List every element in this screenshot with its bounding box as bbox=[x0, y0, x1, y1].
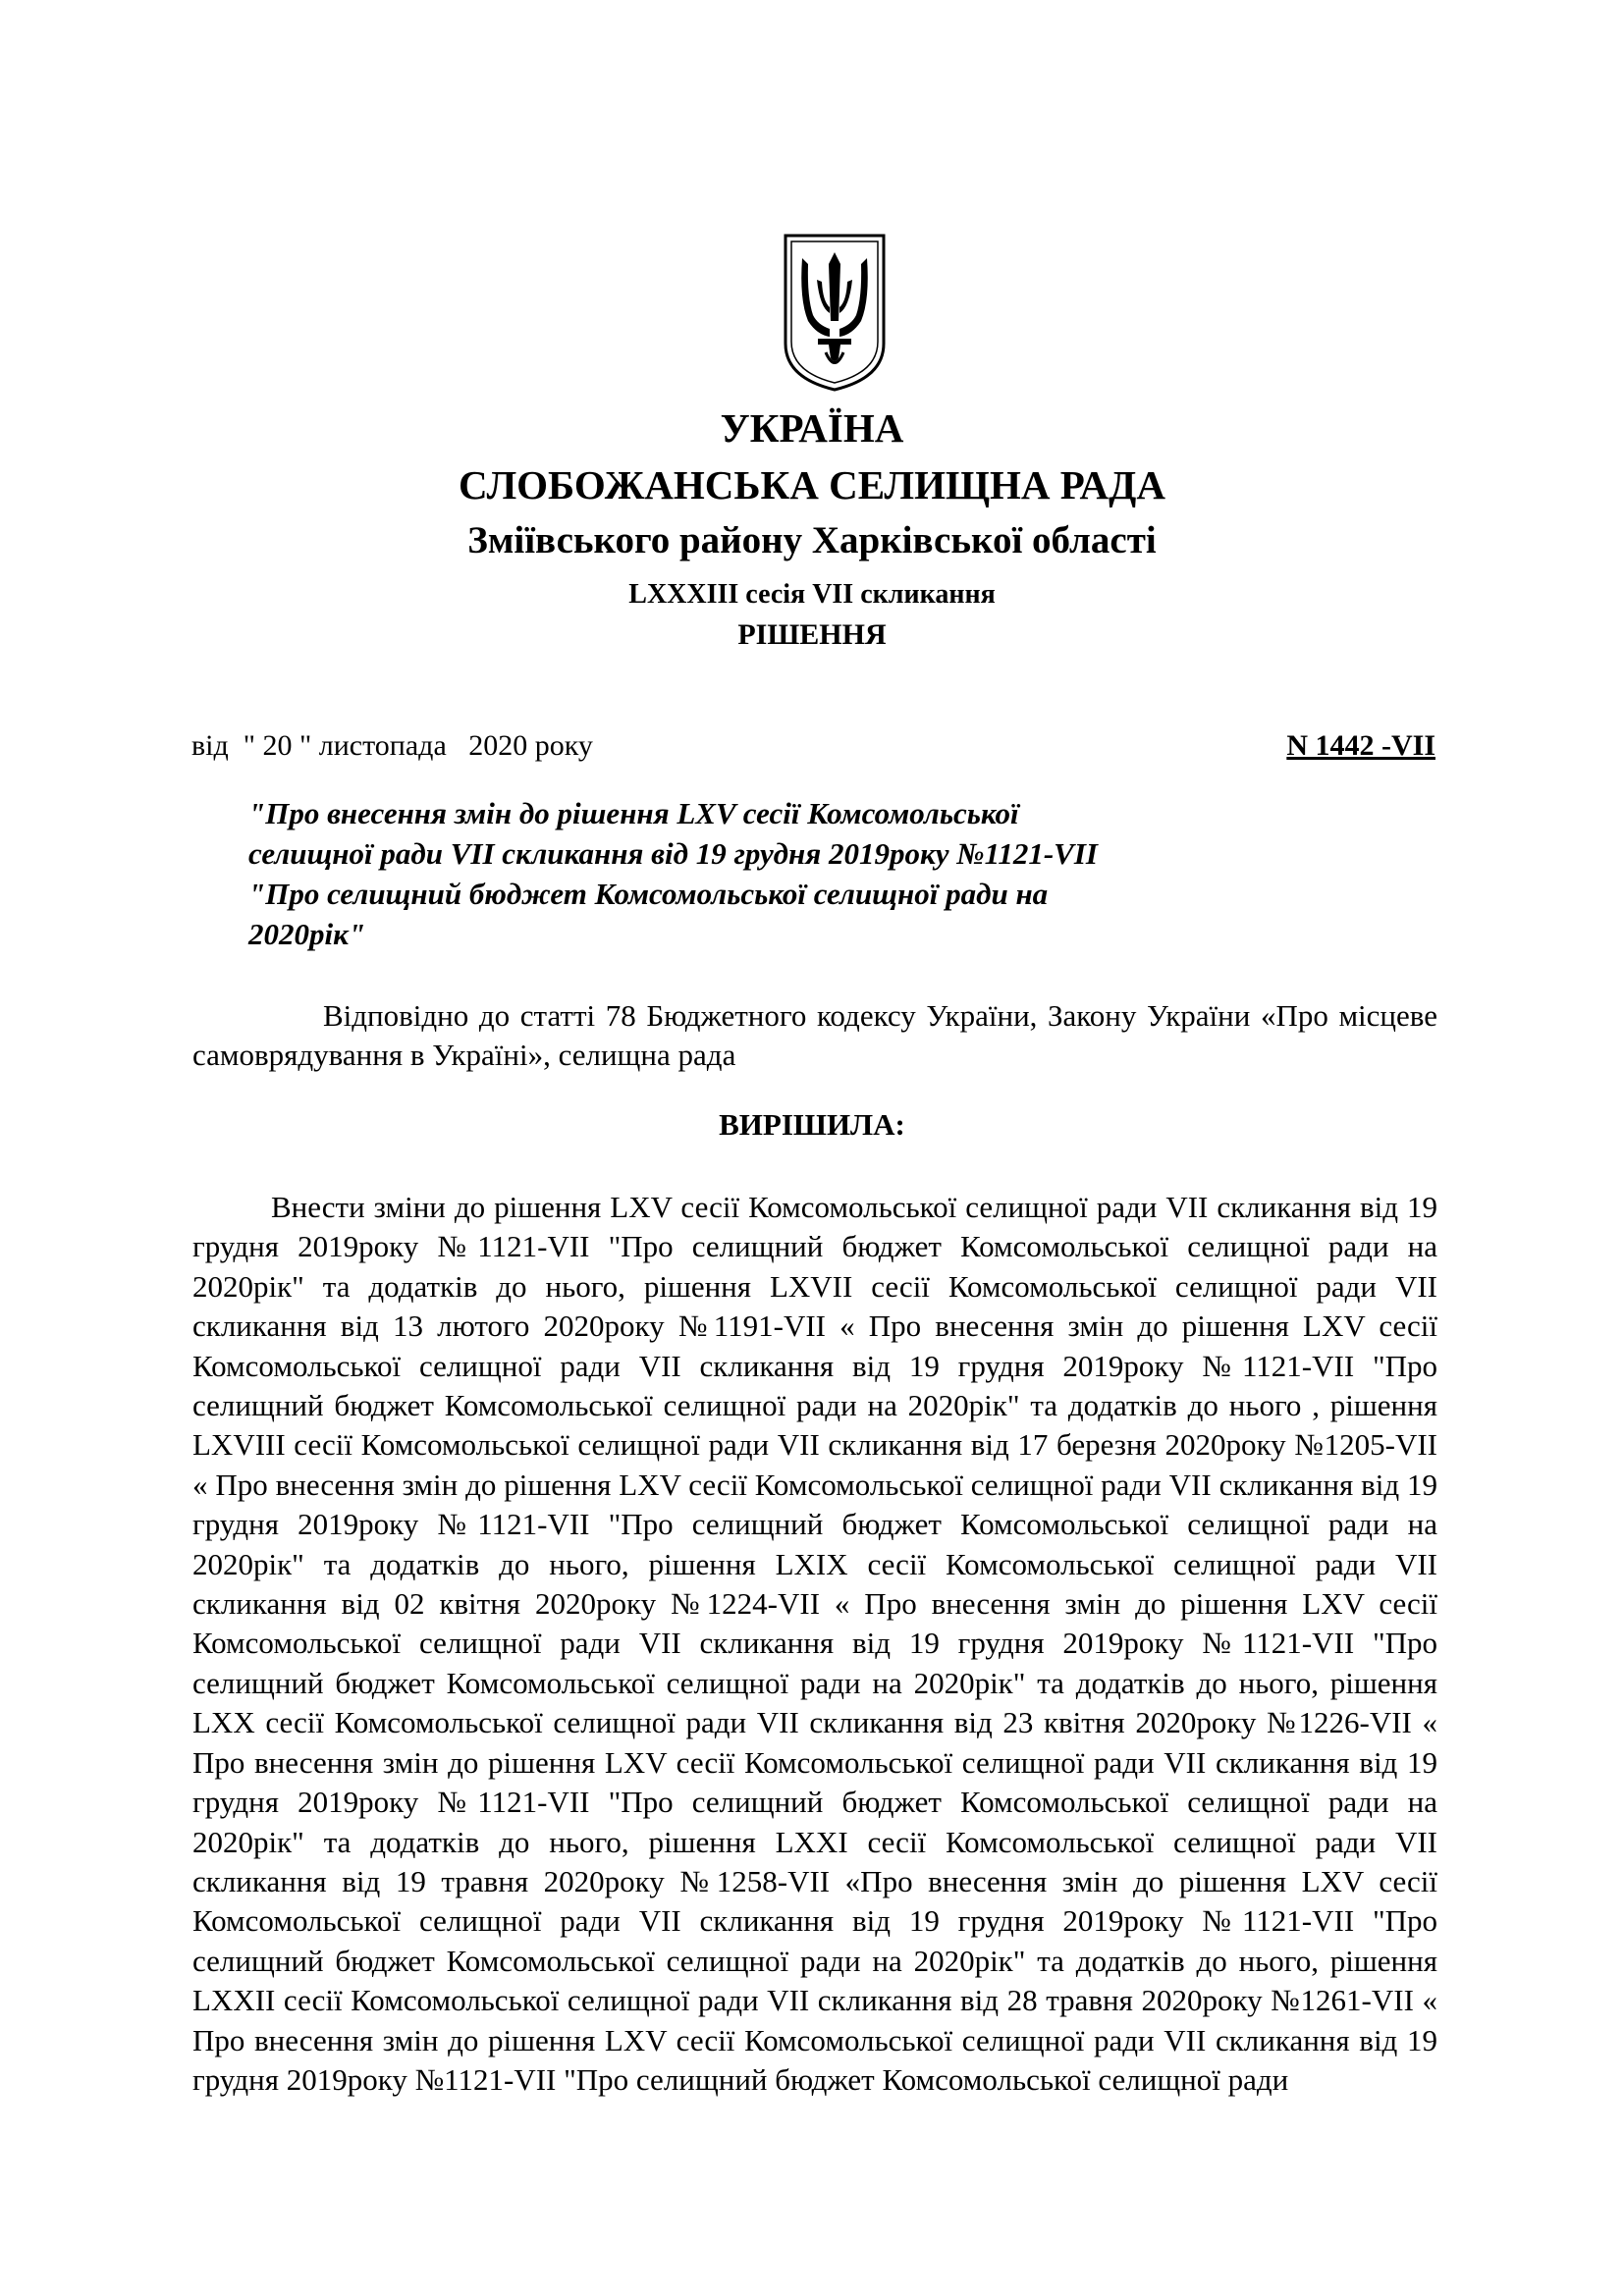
district-title: Зміївського району Харківської області bbox=[467, 519, 1157, 561]
decision-number: N 1442 -VII bbox=[1286, 729, 1435, 762]
preamble-paragraph: Відповідно до статті 78 Бюджетного кодексу України, Закону України «Про місцеве самоврядування в Україні», селищна рада bbox=[192, 998, 1437, 1072]
trident-coat-of-arms-icon bbox=[781, 231, 889, 393]
decided-heading: ВИРІШИЛА: bbox=[719, 1107, 905, 1142]
decision-date: від " 20 " листопада 2020 року bbox=[191, 729, 593, 762]
document-type: РІШЕННЯ bbox=[737, 618, 887, 651]
country-title: УКРАЇНА bbox=[720, 405, 904, 451]
decision-body-paragraph: Внести зміни до рішення LXV сесії Комсомольської селищної ради VII скликання від 19 грудня 2019року №1121-VII "Про селищний бюджет Комсомольської селищної ради на 2020рік" та додатків до нього, рішення LXVII сесії Комсомольської селищної ради VII скликання від 13 лютого 2020року №1191-VII « Про внесення змін до рішення LXV сесії Комсомольської селищної ради VII скликання від 19 грудня 2019року №1121-VII "Про селищний бюджет Комсомольської селищної ради на 2020рік" та додатків до нього , рішення LXVIII сесії Комсомольської селищної ради VII скликання від 17 березня 2020року №1205-VII « Про внесення змін до рішення LXV сесії Комсомольської селищної ради VII скликання від 19 грудня 2019року №1121-VII "Про селищний бюджет Комсомольської селищної ради на 2020рік" та додатків до нього, рішення LXIX сесії Комсомольської селищної ради VII скликання від 02 квітня 2020року №1224-VII « Про внесення змін до рішення LXV сесії Комсомольської селищної ради VII скликання від 19 грудня 2019року №1121-VII "Про селищний бюджет Комсомольської селищної ради на 2020рік" та додатків до нього, рішення LXX сесії Комсомольської селищної ради VII скликання від 23 квітня 2020року №1226-VII « Про внесення змін до рішення LXV сесії Комсомольської селищної ради VII скликання від 19 грудня 2019року №1121-VII "Про селищний бюджет Комсомольської селищної ради на 2020рік" та додатків до нього, рішення LXXI сесії Комсомольської селищної ради VII скликання від 19 травня 2020року №1258-VII «Про внесення змін до рішення LXV сесії Комсомольської селищної ради VII скликання від 19 грудня 2019року №1121-VII "Про селищний бюджет Комсомольської селищної ради на 2020рік" та додатків до нього, рішення LXXII сесії Комсомольської селищної ради VII скликання від 28 травня 2020року №1261-VII « Про внесення змін до рішення LXV сесії Комсомольської селищної ради VII скликання від 19 грудня 2019року №1121-VII "Про селищний бюджет Комсомольської селищної ради bbox=[192, 1190, 1437, 2097]
council-title: СЛОБОЖАНСЬКА СЕЛИЩНА РАДА bbox=[459, 462, 1165, 507]
decision-subject: "Про внесення змін до рішення LXV сесії Комсомольської селищної ради VII скликання від 19 грудня 2019року №1121-VII "Про селищний бюджет Комсомольської селищної ради на 2020рік" bbox=[248, 796, 1098, 951]
session-title: LXXXIII сесія VII скликання bbox=[628, 579, 996, 610]
